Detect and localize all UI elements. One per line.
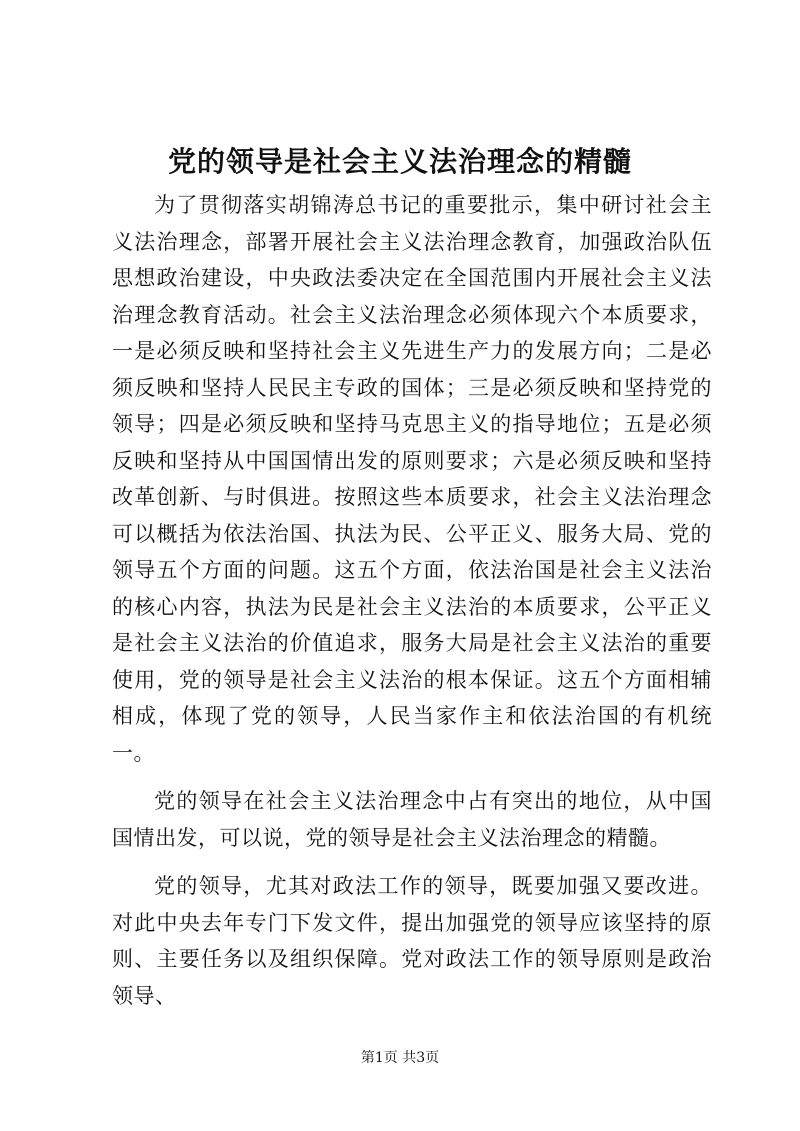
document-body	[112, 187, 712, 1014]
paragraph-3: 党的领导，尤其对政法工作的领导，既要加强又要改进。对此中央去年专门下发文件，提出加强党的领导应该坚持的原则、主要任务以及组织保障。党对政法工作的领导原则是政治领导、	[112, 874, 712, 1008]
paragraph-1: 为了贯彻落实胡锦涛总书记的重要批示，集中研讨社会主义法治理念，部署开展社会主义法治理念教育，加强政治队伍思想政治建设，中央政法委决定在全国范围内开展社会主义法治理念教育活动。社会主义法治理念必须体现六个本质要求，一是必须反映和坚持社会主义先进生产力的发展方向；二是必须反映和坚持人民民主专政的国体；三是必须反映和坚持党的领导；四是必须反映和坚持马克思主义的指导地位；五是必须反映和坚持从中国国情出发的原则要求；六是必须反映和坚持改革创新、与时俱进。按照这些本质要求，社会主义法治理念可以概括为依法治国、执法为民、公平正义、服务大局、党的领导五个方面的问题。这五个方面，依法治国是社会主义法治的核心内容，执法为民是社会主义法治的本质要求，公平正义是社会主义法治的价值追求，服务大局是社会主义法治的重要使用，党的领导是社会主义法治的根本保证。这五个方面相辅相成，体现了党的领导，人民当家作主和依法治国的有机统一。	[112, 193, 712, 765]
page-footer: 第1页 共3页	[360, 1050, 440, 1066]
paragraph-2: 党的领导在社会主义法治理念中占有突出的地位，从中国国情出发，可以说，党的领导是社会主义法治理念的精髓。	[112, 789, 712, 850]
document-title: 党的领导是社会主义法治理念的精髓	[167, 145, 632, 178]
